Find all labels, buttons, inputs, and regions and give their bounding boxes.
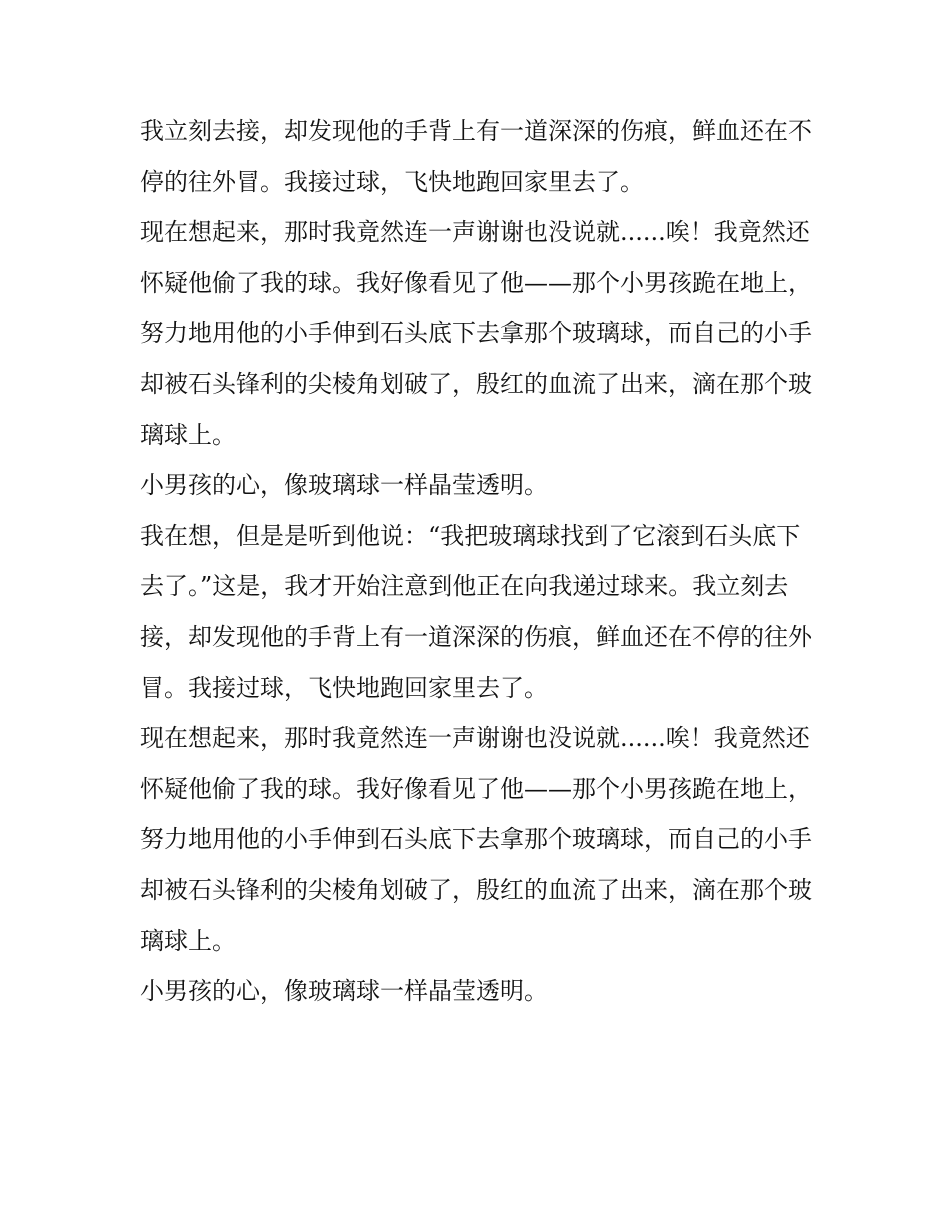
paragraph-2: 现在想起来，那时我竟然连一声谢谢也没说就......唉！我竟然还怀疑他偷了我的球。我好像看见了他——那个小男孩跪在地上，努力地用他的小手伸到石头底下去拿那个玻璃球，而自己的小手却被石头锋利的尖棱角划破了，殷红的血流了出来，滴在那个玻璃球上。 [140,218,812,449]
paragraph-5: 现在想起来，那时我竟然连一声谢谢也没说就......唉！我竟然还怀疑他偷了我的球。我好像看见了他——那个小男孩跪在地上，努力地用他的小手伸到石头底下去拿那个玻璃球，而自己的小手却被石头锋利的尖棱角划破了，殷红的血流了出来，滴在那个玻璃球上。 [140,724,812,955]
paragraph-6: 小男孩的心，像玻璃球一样晶莹透明。 [140,977,548,1006]
paragraph-1: 我立刻去接，却发现他的手背上有一道深深的伤痕，鲜血还在不停的往外冒。我接过球，飞快地跑回家里去了。 [140,117,812,196]
paragraph-3: 小男孩的心，像玻璃球一样晶莹透明。 [140,471,548,500]
paragraph-4: 我在想，但是是听到他说：“我把玻璃球找到了它滚到石头底下去了。”这是，我才开始注意到他正在向我递过球来。我立刻去接，却发现他的手背上有一道深深的伤痕，鲜血还在不停的往外冒。我接过球，飞快地跑回家里去了。 [140,521,812,702]
document-page [140,106,812,1017]
